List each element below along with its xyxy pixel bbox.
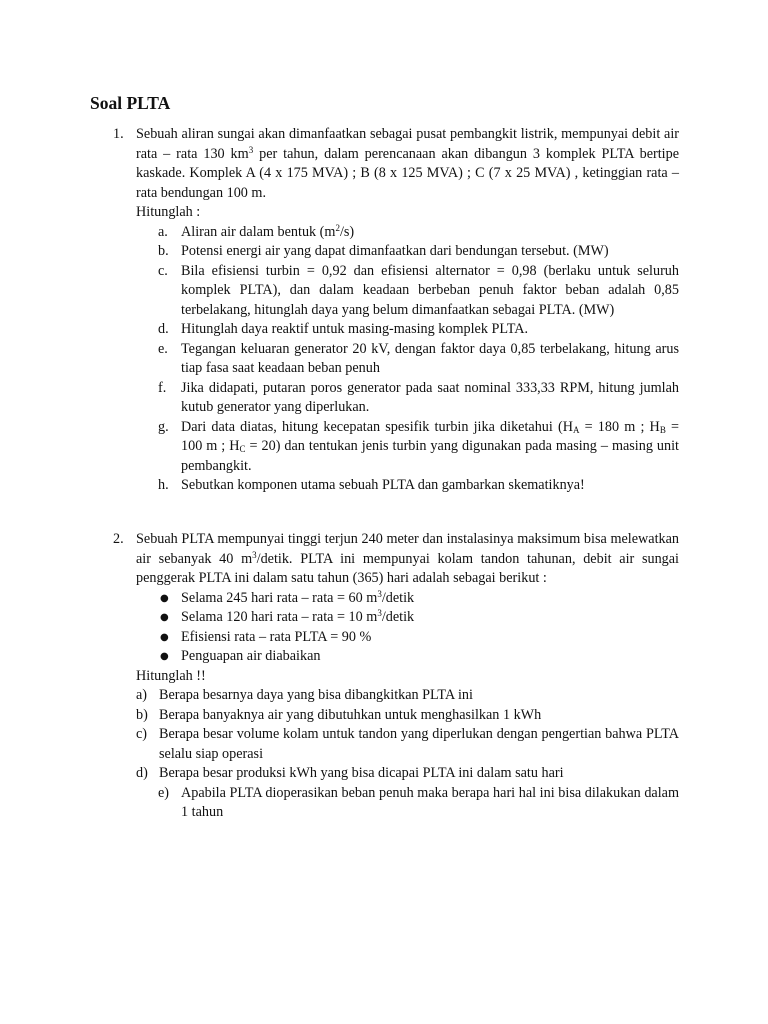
item-text: Jika didapati, putaran poros generator pada saat nominal 333,33 RPM, hitung jumlah kutub generator yang diperlukan. xyxy=(181,379,679,415)
question-1-sub-item xyxy=(158,223,679,243)
bullet-icon: ● xyxy=(160,651,169,662)
item-text: Bila efisiensi turbin = 0,92 dan efisiensi alternator = 0,98 (berlaku untuk seluruh komplek PLTA), dan dalam keadaan berbeban penuh faktor beban adalah 0,85 terbelakang, hitunglah daya yang belum dimanfaatkan sebagai PLTA. (MW) xyxy=(181,262,679,318)
question-1-sub-item xyxy=(158,418,679,477)
question-1-sub-item xyxy=(158,476,679,496)
item-marker: b) xyxy=(136,706,148,723)
bullet-icon: ● xyxy=(160,631,169,643)
bullet-text: Penguapan air diabaikan xyxy=(181,648,321,664)
item-text: Berapa besar volume kolam untuk tandon yang diperlukan dengan pengertian bahwa PLTA selalu siap operasi xyxy=(159,726,679,762)
bullet-text: Efisiensi rata – rata PLTA = 90 % xyxy=(181,628,372,645)
item-marker: a. xyxy=(158,223,168,240)
bullet-icon: ● xyxy=(160,612,169,623)
bullet-icon: ● xyxy=(160,592,169,604)
item-marker: e) xyxy=(158,784,170,801)
item-text: Hitunglah daya reaktif untuk masing-masing komplek PLTA. xyxy=(181,321,529,337)
item-marker: f. xyxy=(158,379,167,396)
question-2-sub-item xyxy=(136,686,679,706)
question-1-sub-item xyxy=(158,379,679,418)
question-2-hitunglah: Hitunglah !! xyxy=(136,667,206,684)
item-text: Tegangan keluaran generator 20 kV, dengan faktor daya 0,85 terbelakang, hitung arus tiap fasa saat keadaan beban penuh xyxy=(181,340,679,376)
item-text: Dari data diatas, hitung kecepatan spesifik turbin jika diketahui ($H_A = 180$ m ; $H_B = 100$ m ; $H_C = 20$) dan tentukan jenis turbin yang digunakan pada masing – masing unit pembangkit. xyxy=(181,418,679,474)
bullet-item xyxy=(158,647,679,667)
question-number: 2. xyxy=(113,531,124,547)
item-marker: e. xyxy=(158,340,168,357)
bullet-item xyxy=(158,608,679,628)
item-marker: d) xyxy=(136,765,148,781)
item-text: Potensi energi air yang dapat dimanfaatkan dari bendungan tersebut. (MW) xyxy=(181,243,609,259)
question-2-sub-item xyxy=(136,725,679,764)
question-1-sub-item xyxy=(158,242,679,262)
question-1-sub-item xyxy=(158,320,679,340)
item-marker: c) xyxy=(136,726,148,742)
item-text: Apabila PLTA dioperasikan beban penuh maka berapa hari hal ini bisa dilakukan dalam 1 tahun xyxy=(181,784,679,820)
item-marker: a) xyxy=(136,687,148,703)
question-1-sub-item xyxy=(158,262,679,321)
question-2 xyxy=(113,530,679,823)
item-marker: g. xyxy=(158,418,169,435)
item-text: Aliran air dalam bentuk $(m^2/s)$ xyxy=(181,222,355,240)
item-marker: b. xyxy=(158,243,169,259)
bullet-item xyxy=(158,628,679,648)
question-1 xyxy=(113,125,679,496)
item-text: Sebutkan komponen utama sebuah PLTA dan gambarkan skematiknya! xyxy=(181,477,585,493)
item-marker: c. xyxy=(158,262,168,279)
question-1-intro: Sebuah aliran sungai akan dimanfaatkan sebagai pusat pembangkit listrik, mempunyai debit air rata – rata 130 $km^3$ per tahun, dalam perencanaan akan dibangun 3 komplek PLTA bertipe kaskade. Komplek A (4 x 175 MVA) ; B (8 x 125 MVA) ; C (7 x 25 MVA) , ketinggian rata – rata bendungan 100 m. xyxy=(136,126,679,201)
item-text: Berapa besar produksi kWh yang bisa dicapai PLTA ini dalam satu hari xyxy=(159,765,564,781)
question-2-intro: Sebuah PLTA mempunyai tinggi terjun 240 meter dan instalasinya maksimum bisa melewatkan air sebanyak 40 $m^3$/detik. PLTA ini mempunyai kolam tandon tahunan, debit air sungai penggerak PLTA ini dalam satu tahun (365) hari adalah sebagai berikut : xyxy=(136,531,680,586)
item-text: Berapa besarnya daya yang bisa dibangkitkan PLTA ini xyxy=(159,687,473,703)
question-number: 1. xyxy=(113,126,124,142)
question-2-sub-item xyxy=(136,764,679,784)
page-title: Soal PLTA xyxy=(90,93,171,113)
question-2-subitems xyxy=(136,686,679,823)
question-2-bullets xyxy=(158,589,679,667)
question-1-sub-item xyxy=(158,340,679,379)
question-2-sub-item xyxy=(136,706,679,726)
question-2-sub-item xyxy=(158,784,679,823)
item-text: Berapa banyaknya air yang dibutuhkan untuk menghasilkan 1 kWh xyxy=(159,706,542,723)
bullet-text: Selama 245 hari rata – rata = 60 $m^3$/detik xyxy=(181,588,415,606)
bullet-item xyxy=(158,589,679,609)
item-marker: d. xyxy=(158,321,169,337)
item-marker: h. xyxy=(158,477,169,493)
question-1-subitems xyxy=(158,223,679,496)
question-1-hitunglah: Hitunglah : xyxy=(136,204,201,220)
bullet-text: Selama 120 hari rata – rata = 10 $m^3$/detik xyxy=(181,608,415,625)
